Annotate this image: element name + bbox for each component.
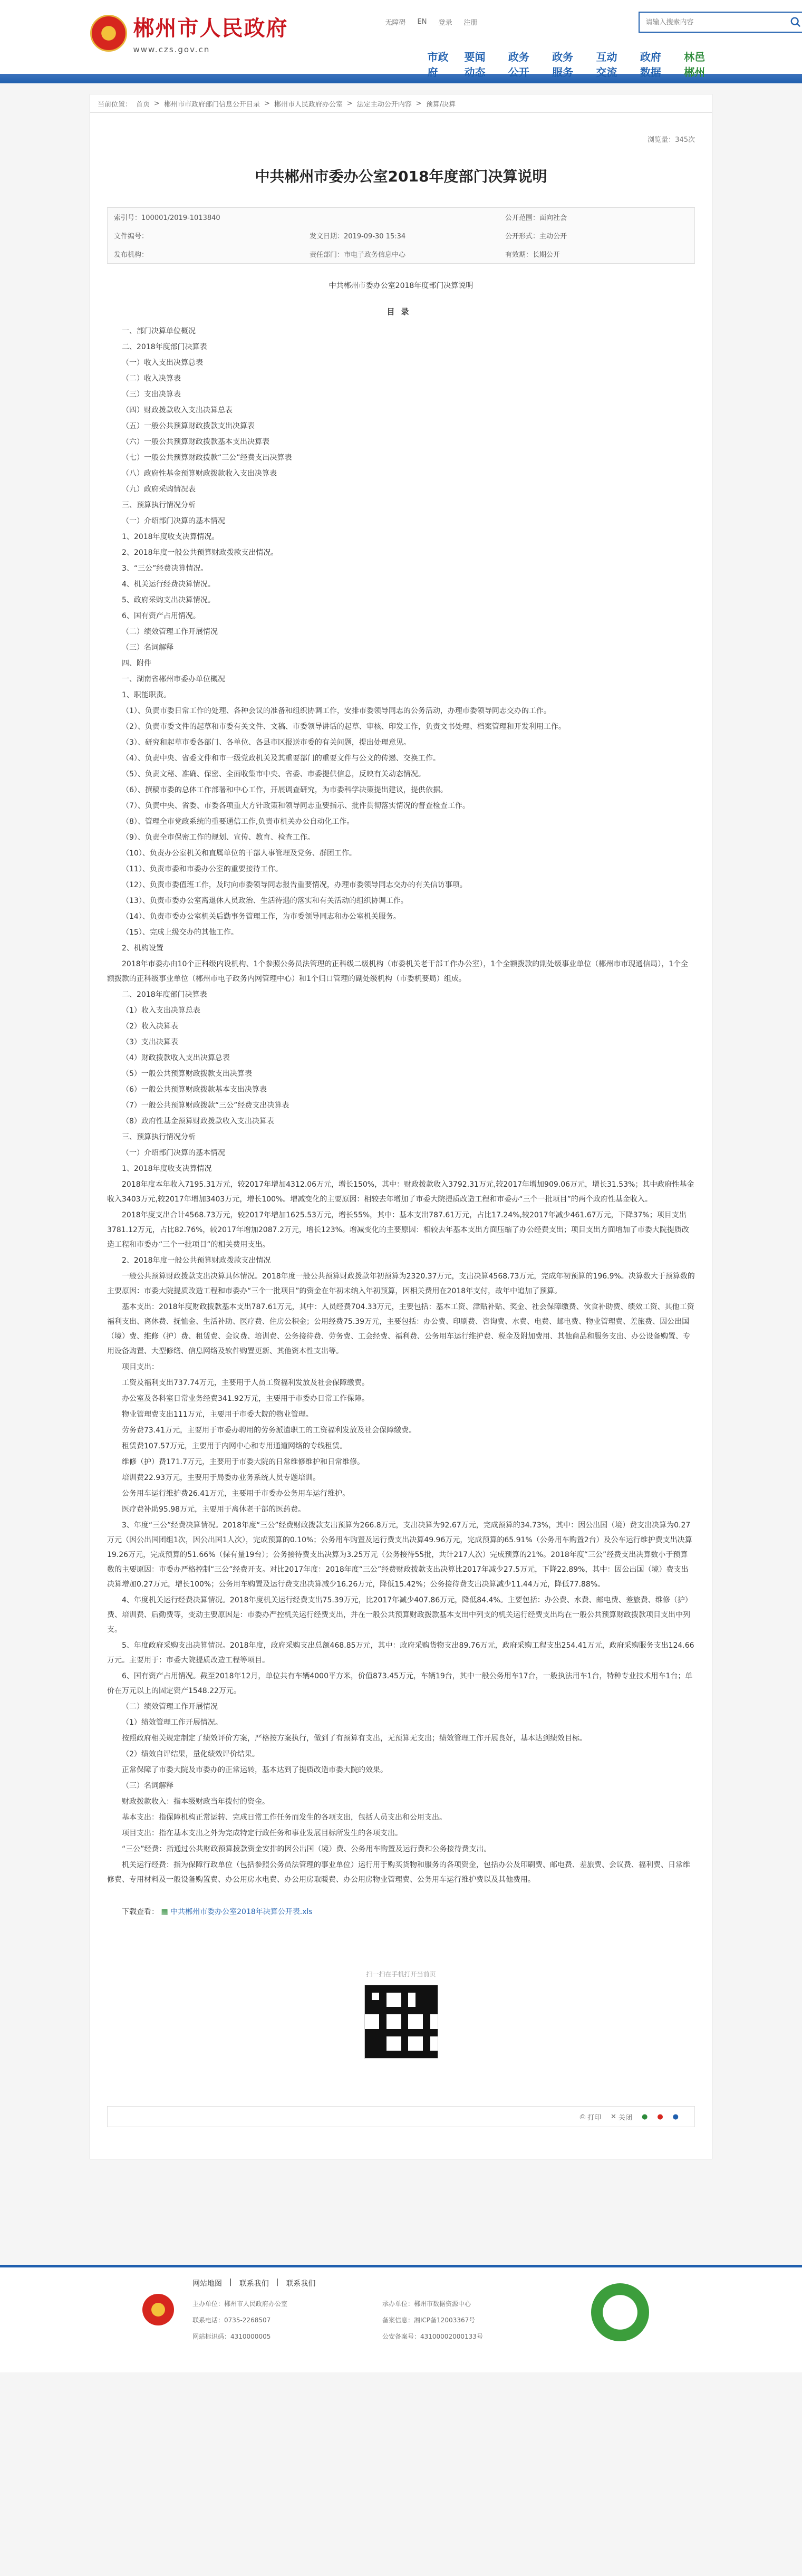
article-paragraph: （13）、负责市委办公室离退休人员政治、生活待遇的落实和有关活动的组织协调工作。: [122, 897, 408, 905]
qr-cell: [372, 2051, 379, 2058]
article-paragraph: （2）收入决算表: [122, 1022, 178, 1031]
article-paragraph: （14）、负责市委办公室机关后勤事务管理工作，为市委领导同志和办公室机关服务。: [122, 912, 401, 921]
article-paragraph: （八）政府性基金预算财政拨款收入支出决算表: [122, 469, 277, 478]
breadcrumb-item[interactable]: 预算/决算: [426, 100, 456, 109]
qr-cell: [372, 2014, 379, 2022]
footer-separator: |: [229, 2278, 232, 2286]
qr-cell: [430, 2036, 438, 2044]
article-paragraph: 办公室及各科室日常业务经费341.92万元，主要用于市委办日常工作保障。: [122, 1395, 369, 1403]
qr-cell: [372, 2007, 379, 2014]
english-link[interactable]: EN: [417, 18, 427, 26]
qr-cell: [394, 1993, 401, 2000]
qr-cell: [408, 2051, 416, 2058]
qr-cell: [386, 2029, 394, 2036]
article-paragraph: 四、附件: [122, 659, 151, 668]
qr-cell: [372, 2043, 379, 2051]
article-paragraph: （10）、负责办公室机关和直属单位的干部人事管理及党务、群团工作。: [122, 849, 356, 858]
close-button[interactable]: [611, 2112, 632, 2122]
nav-item[interactable]: 政务服务: [552, 51, 574, 79]
article-paragraph: 三、预算执行情况分析: [122, 501, 196, 510]
qr-cell: [365, 2036, 372, 2044]
breadcrumb-separator: >: [346, 99, 353, 108]
search-icon: [790, 16, 801, 28]
qr-cell: [423, 2000, 430, 2007]
article-paragraph: （一）介绍部门决算的基本情况: [122, 1149, 225, 1157]
close-icon: ✕: [611, 2112, 616, 2121]
qr-section: [107, 1969, 695, 2059]
qr-cell: [416, 2000, 423, 2007]
qr-cell: [430, 2051, 438, 2058]
qr-cell: [430, 1993, 438, 2000]
qr-label: 扫一扫在手机打开当前页: [366, 1971, 436, 1978]
qr-cell: [430, 2029, 438, 2036]
qr-cell: [430, 2014, 438, 2022]
qr-cell: [416, 2029, 423, 2036]
qr-cell: [416, 2036, 423, 2044]
article-paragraph: 5、年度政府采购支出决算情况。2018年度，政府采购支出总额468.85万元，其中：政府采购货物支出89.76万元，政府采购工程支出254.41万元，政府采购服务支出124.66万元。主要用于：市委大院提质改造工程等项目。: [107, 1641, 694, 1665]
article-paragraph: 项目支出：: [122, 1363, 159, 1371]
qr-cell: [365, 1993, 372, 2000]
article-paragraph: 财政拨款收入：指本级财政当年拨付的资金。: [122, 1798, 269, 1806]
footer-info-item: 主办单位：郴州市人民政府办公室: [192, 2300, 288, 2308]
qr-cell: [408, 2007, 416, 2014]
qr-cell: [372, 2036, 379, 2044]
article-paragraph: （11）、负责市委和市委办公室的重要接待工作。: [122, 865, 283, 873]
footer-link[interactable]: 联系我们: [239, 2280, 269, 2288]
article-paragraph: 2018年度支出合计4568.73万元，较2017年增加1625.53万元，增长55%，其中：基本支出787.61万元，占比17.24%,较2017年减少461.67万元，下降37%；项目支出3781.12万元，占比82.76%，较2017年增加2087.2万元，增长123%。增减变化的主要原因：相较去年基本支出方面压缩了办公经费支出；项目支出方面增加了市委大院提质改造工程和市委办“三个一批项目”的相关费用支出。: [107, 1211, 689, 1249]
article-paragraph: （5）一般公共预算财政拨款支出决算表: [122, 1070, 252, 1078]
article-paragraph: 2、机构设置: [122, 944, 163, 953]
qr-cell: [386, 1985, 394, 1993]
footer-links: [192, 2278, 315, 2289]
article-paragraph: 培训费22.93万元，主要用于局委办业务系统人员专题培训。: [122, 1474, 321, 1482]
article-paragraph: 劳务费73.41万元，主要用于市委办聘用的劳务派遣职工的工资福利发放及社会保障缴费。: [122, 1426, 417, 1435]
qr-cell: [379, 2051, 386, 2058]
article-paragraph: （一）介绍部门决算的基本情况: [122, 517, 225, 525]
article-paragraph: 6、国有资产占用情况。: [122, 612, 200, 620]
qr-cell: [430, 1985, 438, 1993]
qr-cell: [372, 1993, 379, 2000]
meta-field: 责任部门：市电子政务信息中心: [310, 251, 406, 259]
nav-item[interactable]: 政务公开: [508, 51, 529, 79]
article-paragraph: 2018年市委办由10个正科级内设机构、1个参照公务员法管理的正科级二级机构（市委机关老干部工作办公室），1个全额拨款的副处级事业单位（郴州市市现通信局），1个全额拨款的正科级事业单位（郴州市电子政务内网管理中心）和1个归口管理的副处级机构（市委机要局）组成。: [107, 960, 689, 983]
print-label: 打印: [587, 2113, 602, 2122]
site-logo[interactable]: [90, 12, 288, 54]
article-paragraph: （一）收入支出决算总表: [122, 359, 203, 367]
article-paragraph: （2）、负责市委文件的起草和市委有关文件、文稿、市委领导讲话的起草、审核、印发工作，负责文书处理、档案管理和开发利用工作。: [122, 723, 566, 731]
qr-cell: [372, 1985, 379, 1993]
article-paragraph: （3）支出决算表: [122, 1038, 178, 1046]
meta-field: 发文日期：2019-09-30 15:34: [310, 233, 406, 241]
article-paragraph: （1）绩效管理工作开展情况。: [122, 1718, 223, 1727]
meta-field: 公开形式：主动公开: [505, 233, 567, 241]
article-paragraph: 机关运行经费：指为保障行政单位（包括参照公务员法管理的事业单位）运行用于购买货物和服务的各项资金，包括办公及印刷费、邮电费、差旅费、会议费、福利费、日常维修费、专用材料及一般设备购置费、办公用房水电费、办公用房取暖费、办公用房物业管理费、公务用车运行维护费以及其他费用。: [107, 1861, 690, 1884]
qr-cell: [386, 2000, 394, 2007]
article-paragraph: 项目支出：指在基本支出之外为完成特定行政任务和事业发展目标所发生的各项支出。: [122, 1829, 402, 1838]
nav-item[interactable]: 市政府: [427, 51, 449, 79]
article-paragraph: 3、“三公”经费决算情况。: [122, 564, 208, 573]
search-box: [639, 12, 802, 33]
qr-cell: [416, 2014, 423, 2022]
footer-info-item: 承办单位：郴州市数据资源中心: [382, 2300, 471, 2308]
article-paragraph: （8）、管理全市党政系统的重要通信工作,负责市机关办公自动化工作。: [122, 818, 354, 826]
document-meta: [107, 207, 695, 264]
qr-cell: [394, 2007, 401, 2014]
article-paragraph: （6）一般公共预算财政拨款基本支出决算表: [122, 1085, 267, 1094]
site-header: [0, 0, 802, 79]
qr-cell: [394, 2000, 401, 2007]
footer-link[interactable]: 网站地图: [192, 2280, 222, 2288]
article-paragraph: 基本支出：指保障机构正常运转、完成日常工作任务而发生的各项支出，包括人员支出和公用支出。: [122, 1813, 447, 1822]
article-paragraph: （4）、负责中央、省委文件和市一级党政机关及其重要部门的重要文件与公文的传递、交换工作。: [122, 754, 440, 763]
article-paragraph: （二）绩效管理工作开展情况: [122, 1703, 218, 1711]
national-emblem-icon: [90, 15, 127, 52]
excel-file-icon: ▦: [161, 1908, 168, 1916]
qr-cell: [379, 2000, 386, 2007]
download-row: [107, 1906, 695, 1917]
meta-field: 文件编号：: [114, 233, 149, 241]
site-footer: [0, 2265, 802, 2372]
article-paragraph: （7）一般公共预算财政拨款“三公”经费支出决算表: [122, 1101, 289, 1110]
qr-cell: [365, 2022, 372, 2029]
qr-cell: [430, 2043, 438, 2051]
qr-cell: [401, 2022, 409, 2029]
article-paragraph: 三、预算执行情况分析: [122, 1133, 196, 1141]
article-paragraph: “三公”经费：指通过公共财政预算拨款资金安排的因公出国（境）费、公务用车购置及运行费和公务接待费支出。: [122, 1845, 491, 1853]
qr-cell: [386, 2007, 394, 2014]
qr-cell: [416, 2007, 423, 2014]
qr-cell: [365, 2007, 372, 2014]
article-paragraph: 按照政府相关规定制定了绩效评价方案，严格按方案执行，做到了有预算有支出，无预算无支出；绩效管理工作开展良好，基本达到绩效目标。: [122, 1734, 587, 1743]
close-label: 关闭: [618, 2113, 632, 2122]
view-count: 浏览量：345次: [648, 136, 695, 144]
breadcrumb-separator: >: [416, 99, 422, 108]
qr-cell: [372, 2000, 379, 2007]
qr-cell: [379, 2029, 386, 2036]
qr-cell: [408, 2014, 416, 2022]
qr-cell: [401, 2007, 409, 2014]
qr-cell: [372, 2022, 379, 2029]
qr-cell: [408, 2000, 416, 2007]
article-paragraph: 2、2018年度一般公共预算财政拨款支出情况: [122, 1256, 271, 1265]
search-input[interactable]: [640, 13, 785, 32]
article-paragraph: 6、国有资产占用情况。截至2018年12月，单位共有车辆4000平方米，价值873.45万元，车辆19台，其中一般公务用车17台，一般执法用车1台，特种专业技术用车1台；单价在万元以上的固定资产1548.22万元。: [107, 1672, 693, 1695]
article-paragraph: 一、湖南省郴州市委办单位概况: [122, 675, 225, 684]
article-paragraph: 4、机关运行经费决算情况。: [122, 580, 215, 589]
footer-info-item: 网站标识码：4310000005: [192, 2333, 271, 2340]
page-title: 中共郴州市委办公室2018年度部门决算说明: [255, 168, 547, 185]
qr-cell: [394, 2043, 401, 2051]
qr-cell: [379, 1985, 386, 1993]
article-paragraph: 一般公共预算财政拨款支出决算具体情况。2018年度一般公共预算财政拨款年初预算为2320.37万元，支出决算4568.73万元，完成年初预算的196.9%。决算数大于预算数的主要原因：市委大院提质改造工程和市委办“三个一批项目”的资金在年初未纳入年初预算，因相关费用在2018年支付，故年中追加了预算。: [107, 1272, 695, 1295]
nav-item[interactable]: 要闻动态: [464, 51, 486, 79]
qr-cell: [394, 2051, 401, 2058]
breadcrumb-item: 当前位置：: [98, 100, 132, 109]
breadcrumb-item[interactable]: 郴州市人民政府办公室: [274, 100, 343, 109]
accessibility-link[interactable]: 无障碍: [385, 19, 406, 27]
article-paragraph: 2、2018年度一般公共预算财政拨款支出情况。: [122, 549, 278, 557]
article-paragraph: （2）绩效自评结果，量化绩效评价结果。: [122, 1750, 259, 1758]
article-paragraph: 二、2018年度部门决算表: [122, 991, 207, 999]
qr-cell: [386, 2014, 394, 2022]
qr-cell: [423, 2043, 430, 2051]
qr-cell: [394, 1985, 401, 1993]
download-label: 下载查看：: [122, 1908, 159, 1916]
article-paragraph: （15）、完成上级交办的其他工作。: [122, 928, 238, 937]
qr-cell: [423, 2007, 430, 2014]
article-paragraph: 维修（护）费171.7万元，主要用于市委大院的日常维修维护和日常维修。: [122, 1458, 365, 1466]
toc-title: 目录: [386, 307, 416, 316]
article-paragraph: 4、年度机关运行经费决算情况。2018年度机关运行经费支出75.39万元，比2017年减少407.86万元，降低84.4%。主要包括：办公费、水费、邮电费、差旅费、维修（护）费、培训费、后勤费等，变动主要原因是：市委办严控机关运行经费支出，并在一般公共预算财政拨款基本支出中列支的机关运行经费支出均在一般公共预算财政拨款项目支出中列支。: [107, 1596, 692, 1634]
download-link[interactable]: 中共郴州市委办公室2018年决算公开表.xls: [170, 1908, 313, 1916]
article-paragraph: （5）、负责文秘、准确、保密、全面收集市中央、省委、市委提供信息，反映有关动态情况。: [122, 770, 426, 778]
article-paragraph: （9）、负责全市保密工作的规划、宣传、教育、检查工作。: [122, 833, 315, 842]
qr-cell: [423, 1985, 430, 1993]
qr-cell: [401, 2051, 409, 2058]
qr-cell: [365, 2043, 372, 2051]
article-paragraph: （三）支出决算表: [122, 390, 181, 399]
article-paragraph: 物业管理费支出111万元，主要用于市委大院的物业管理。: [122, 1410, 313, 1419]
article-paragraph: （7）、负责中央、省委、市委各项重大方针政策和领导同志重要指示、批件贯彻落实情况的督查检查工作。: [122, 802, 470, 810]
article-container: [90, 113, 712, 2159]
article-paragraph: （四）财政拨款收入支出决算总表: [122, 406, 233, 415]
meta-field: 索引号：100001/2019-1013840: [114, 214, 220, 222]
footer-separator: |: [276, 2278, 279, 2286]
article-paragraph: （8）政府性基金预算财政拨款收入支出决算表: [122, 1117, 274, 1126]
qr-cell: [365, 1985, 372, 1993]
qr-cell: [394, 2014, 401, 2022]
article-paragraph: 5、政府采购支出决算情况。: [122, 596, 215, 604]
article-subtitle: 中共郴州市委办公室2018年度部门决算说明: [328, 282, 474, 290]
share-wechat-icon[interactable]: ●: [641, 2112, 648, 2121]
site-url: www.czs.gov.cn: [133, 45, 210, 54]
qr-cell: [423, 1993, 430, 2000]
qr-cell: [394, 2036, 401, 2044]
qr-cell: [430, 2007, 438, 2014]
qr-cell: [379, 1993, 386, 2000]
qr-cell: [386, 2022, 394, 2029]
share-weibo-icon[interactable]: ●: [657, 2112, 663, 2121]
qr-cell: [401, 2000, 409, 2007]
article-paragraph: 1、2018年度收支决算情况。: [122, 533, 219, 541]
qr-cell: [394, 2029, 401, 2036]
qr-cell: [430, 2000, 438, 2007]
qr-cell: [379, 2014, 386, 2022]
share-qq-icon[interactable]: ●: [672, 2112, 679, 2121]
login-link[interactable]: 登录: [438, 19, 452, 27]
article-tools: [107, 2106, 695, 2127]
article-paragraph: 公务用车运行维护费26.41万元，主要用于市委办公务用车运行维护。: [122, 1489, 350, 1498]
footer-info-item: 公安备案号：43100002000133号: [382, 2333, 483, 2340]
qr-cell: [423, 2051, 430, 2058]
qr-cell: [416, 2051, 423, 2058]
qr-cell: [423, 2029, 430, 2036]
breadcrumb-separator: >: [154, 99, 160, 108]
qr-cell: [372, 2029, 379, 2036]
qr-cell: [423, 2022, 430, 2029]
article-paragraph: （六）一般公共预算财政拨款基本支出决算表: [122, 438, 269, 446]
print-button[interactable]: [580, 2112, 601, 2122]
qr-cell: [379, 2007, 386, 2014]
qr-cell: [394, 2022, 401, 2029]
top-links: [385, 17, 478, 27]
breadcrumb-item[interactable]: 首页: [136, 100, 150, 109]
qr-cell: [386, 1993, 394, 2000]
article-paragraph: 医疗费补助95.98万元，主要用于离休老干部的医药费。: [122, 1505, 306, 1514]
footer-info-item: 联系电话：0735-2268507: [192, 2317, 271, 2324]
article-paragraph: （二）收入决算表: [122, 374, 181, 383]
qr-cell: [408, 2022, 416, 2029]
party-emblem-icon: [142, 2294, 174, 2325]
qr-cell: [416, 2043, 423, 2051]
breadcrumb-item[interactable]: 郴州市市政府部门信息公开目录: [163, 100, 260, 109]
main-nav: [428, 49, 712, 79]
article-body: [107, 278, 695, 1887]
qr-cell: [365, 2000, 372, 2007]
article-paragraph: （二）绩效管理工作开展情况: [122, 628, 218, 636]
footer-info: [192, 2299, 572, 2341]
article-paragraph: 基本支出：2018年度财政拨款基本支出787.61万元，其中：人员经费704.33万元，主要包括：基本工资、津贴补贴、奖金、社会保障缴费、伙食补助费、绩效工资、其他工资福利支出、离休费、抚恤金、生活补助、医疗费、住房公积金；公用经费75.39万元，主要包括：办公费、印刷费、咨询费、水费、电费、邮电费、物业管理费、差旅费、因公出国（境）费、维修（护）费、租赁费、会议费、培训费、公务接待费、劳务费、工会经费、福利费、公务用车运行维护费、税金及附加费用、其他商品和服务支出、办公设备购置、专用设备购置、大型修缮、信息网络及软件购置更新、其他资本性支出等。: [107, 1303, 694, 1356]
qr-cell: [416, 2022, 423, 2029]
qr-cell: [423, 2036, 430, 2044]
qr-cell: [401, 1993, 409, 2000]
breadcrumb: [90, 94, 712, 113]
article-paragraph: （三）名词解释: [122, 1782, 173, 1790]
qr-cell: [401, 2036, 409, 2044]
qr-cell: [401, 1985, 409, 1993]
nav-item[interactable]: 互动交流: [596, 51, 617, 79]
article-paragraph: （12）、负责市委值班工作，及时向市委领导同志报告重要情况，办理市委领导同志交办的有关信访事项。: [122, 881, 467, 889]
qr-cell: [408, 2029, 416, 2036]
qr-cell: [365, 2029, 372, 2036]
article-paragraph: （6）、撰稿市委的总体工作部署和中心工作，开展调查研究，为市委科学决策提出建议，提供依据。: [122, 786, 448, 794]
qr-cell: [386, 2051, 394, 2058]
article-paragraph: 正常保障了市委大院及市委办的正常运转，基本达到了提质改造市委大院的效果。: [122, 1766, 388, 1774]
qr-cell: [386, 2043, 394, 2051]
qr-cell: [386, 2036, 394, 2044]
article-paragraph: 2018年度本年收入7195.31万元，较2017年增加4312.06万元，增长150%，其中：财政拨款收入3792.31万元,较2017年增加909.06万元，增长31.53%；其中政府性基金收入3403万元,较2017年增加3403万元，增长100%。增减变化的主要原因：相较去年增加了市委大院提质改造工程和市委办“三个一批项目”的两个政府性基金收入。: [107, 1180, 694, 1204]
qr-cell: [401, 2029, 409, 2036]
meta-field: 发布机构：: [114, 251, 149, 259]
article-paragraph: 二、2018年度部门决算表: [122, 343, 207, 351]
qr-cell: [416, 1993, 423, 2000]
search-button[interactable]: [785, 13, 802, 32]
qr-cell: [401, 2014, 409, 2022]
qr-cell: [365, 2051, 372, 2058]
qr-cell: [416, 1985, 423, 1993]
qr-cell: [408, 2036, 416, 2044]
article-paragraph: （3）、研究和起草市委各部门、各单位、各县市区报送市委的有关问题，提出处理意见。: [122, 738, 411, 747]
article-paragraph: 1、职能职责。: [122, 691, 171, 699]
meta-field: 有效期：长期公开: [505, 251, 561, 259]
gov-site-badge-icon[interactable]: [591, 2283, 649, 2341]
breadcrumb-item[interactable]: 法定主动公开内容: [356, 100, 412, 109]
qr-cell: [379, 2022, 386, 2029]
article-paragraph: （七）一般公共预算财政拨款“三公”经费支出决算表: [122, 454, 292, 462]
article-paragraph: （五）一般公共预算财政拨款支出决算表: [122, 422, 255, 430]
article-paragraph: 一、部门决算单位概况: [122, 327, 196, 335]
qr-cell: [365, 2014, 372, 2022]
nav-item[interactable]: 政府数据: [640, 51, 661, 79]
article-paragraph: （1）、负责市委日常工作的处理、各种会议的准备和组织协调工作，安排市委领导同志的公务活动，办理市委领导同志交办的工作。: [122, 707, 551, 715]
article-paragraph: 工资及福利支出737.74万元，主要用于人员工资福利发放及社会保障缴费。: [122, 1379, 369, 1387]
register-link[interactable]: 注册: [463, 19, 478, 27]
qr-cell: [408, 1985, 416, 1993]
qr-cell: [401, 2043, 409, 2051]
qr-cell: [408, 1993, 416, 2000]
article-paragraph: 租赁费107.57万元，主要用于内网中心和专用通道网络的专线租赁。: [122, 1442, 347, 1450]
print-icon: ⎙: [579, 2112, 586, 2121]
article-paragraph: 3、年度“三公”经费决算情况。2018年度“三公”经费财政拨款支出预算为266.8万元，支出决算为92.67万元，完成预算的34.73%，其中：因公出国（境）费支出决算为0.27万元（因公出国团组1次，因公出国1人次），完成预算的0.10%；公务用车购置及运行费支出决算49.96万元，完成预算的65.91%（公务用车购置2台）及公车运行维护费支出决算19.26万元，完成预算的51.66%（保有量19台）；公务接待费支出决算为3.25万元（公务接待55批，共计217人次）完成预算的21%。2018年度“三公”经费支出决算数小于预算数的主要原因：市委办严格控制“三公”经费开支。对比2017年度：2018年度“三公”经费财政拨款支出决算比2017年减少27.5万元，下降22.89%，其中：因公出国（境）费支出决算增加0.27万元，增长100%；公务用车购置及运行费支出决算减少16.26万元，降低15.42%；公务接待费支出决算减少11.44万元，降低77.88%。: [107, 1521, 692, 1589]
article-paragraph: 1、2018年度收支决算情况: [122, 1165, 212, 1173]
qr-code-icon: [364, 1985, 438, 2059]
footer-link[interactable]: 联系我们: [286, 2280, 316, 2288]
article-paragraph: （九）政府采购情况表: [122, 485, 196, 494]
site-title: 郴州市人民政府: [133, 16, 288, 41]
breadcrumb-separator: >: [264, 99, 270, 108]
qr-cell: [430, 2022, 438, 2029]
meta-field: 公开范围：面向社会: [505, 214, 567, 222]
nav-item[interactable]: 林邑郴州: [684, 51, 706, 79]
footer-info-item: 备案信息：湘ICP备12003367号: [382, 2317, 476, 2324]
qr-cell: [423, 2014, 430, 2022]
article-paragraph: （三）名词解释: [122, 643, 173, 652]
qr-cell: [379, 2043, 386, 2051]
article-paragraph: （1）收入支出决算总表: [122, 1006, 200, 1015]
article-paragraph: （4）财政拨款收入支出决算总表: [122, 1054, 230, 1062]
qr-cell: [408, 2043, 416, 2051]
qr-cell: [379, 2036, 386, 2044]
meta-field: [303, 208, 499, 226]
